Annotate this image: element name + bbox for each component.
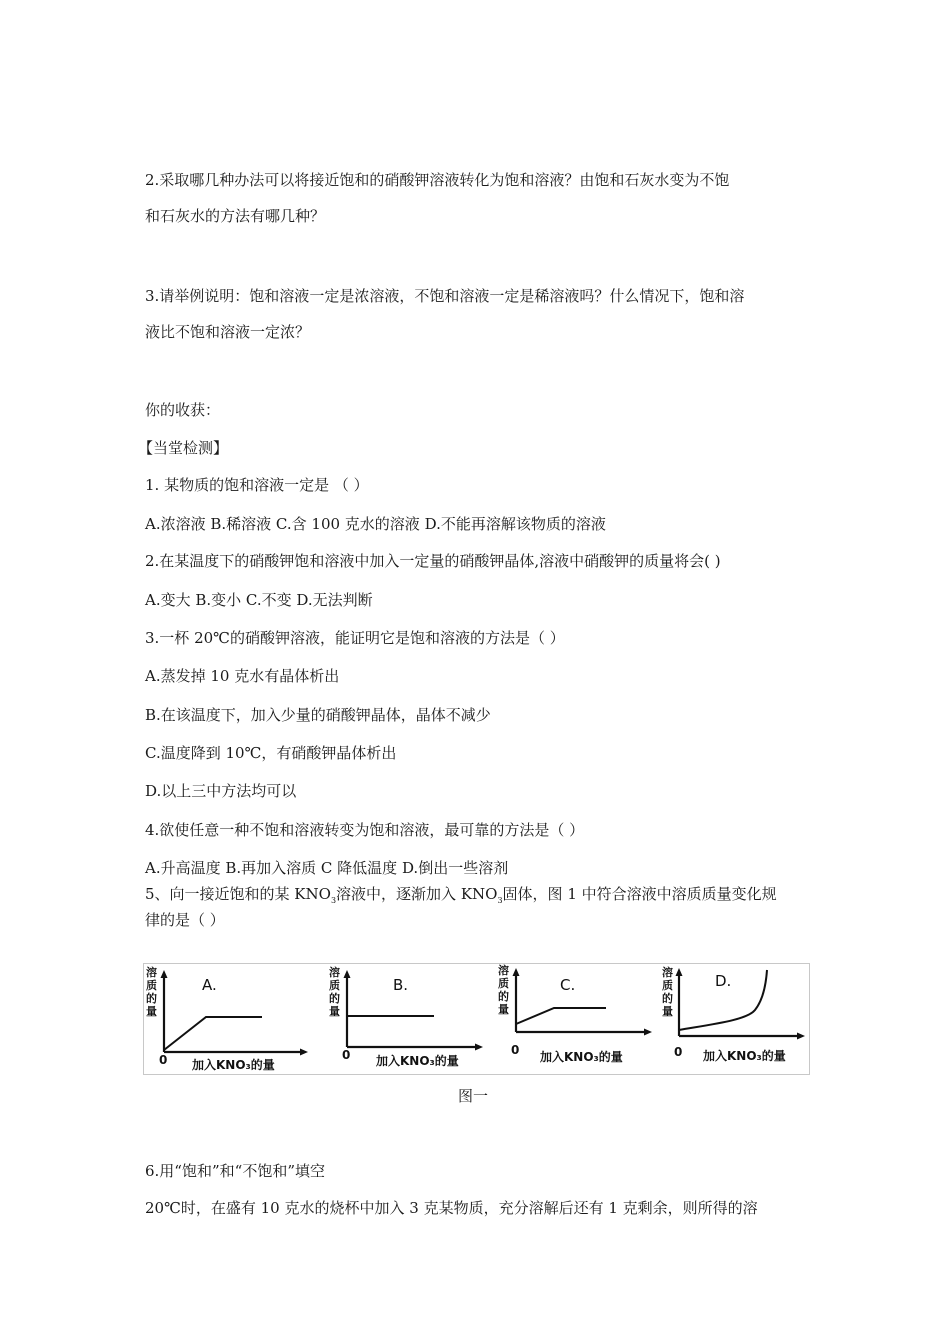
origin-label: 0: [342, 1048, 351, 1062]
question-3-line-2: 液比不饱和溶液一定浓？: [145, 323, 311, 341]
y-axis-arrow: [344, 970, 351, 978]
x-axis-arrow: [644, 1029, 652, 1036]
subscript: 3: [330, 896, 337, 905]
test-6-stem: 6.用“饱和”和“不饱和”填空: [145, 1162, 325, 1180]
x-axis-label: 加入KNO₃的量: [540, 1050, 623, 1064]
panel-label-b: B.: [393, 976, 409, 994]
section-title: 【当堂检测】: [138, 439, 229, 457]
graph-panel-b: [329, 964, 489, 1074]
y-axis-label-char: 质: [498, 977, 509, 990]
test-3-option-c: C.温度降到 10℃，有硝酸钾晶体析出: [145, 744, 397, 762]
y-axis-arrow: [676, 968, 683, 976]
test-5-text-b: 溶液中，逐渐加入 KNO: [336, 885, 498, 903]
figure-caption: 图一: [458, 1087, 489, 1105]
test-6-line: 20℃时，在盛有 10 克水的烧杯中加入 3 克某物质，充分溶解后还有 1 克剩余，则所得的溶: [145, 1199, 758, 1217]
origin-label: 0: [674, 1045, 683, 1059]
y-axis-label-char: 质: [662, 979, 673, 992]
test-5-text-a: 5、向一接近饱和的某 KNO: [145, 885, 331, 903]
panel-label-d: D.: [715, 972, 732, 990]
y-axis-label-char: 溶: [662, 966, 673, 979]
x-axis-label: 加入KNO₃的量: [703, 1049, 786, 1063]
y-axis-label-char: 量: [329, 1005, 340, 1018]
x-axis-label: 加入KNO₃的量: [192, 1058, 275, 1072]
graph-panel-c: [496, 964, 656, 1074]
y-axis-arrow: [161, 970, 168, 978]
test-3-option-a: A.蒸发掉 10 克水有晶体析出: [145, 667, 340, 685]
question-2-line-1: 2.采取哪几种办法可以将接近饱和的硝酸钾溶液转化为饱和溶液？由饱和石灰水变为不饱: [145, 171, 730, 189]
y-axis-label-char: 质: [329, 979, 340, 992]
panel-label-a: A.: [202, 976, 217, 994]
y-axis-label-char: 的: [146, 992, 157, 1005]
test-5-stem: [145, 884, 777, 911]
graph-panel-d: [659, 964, 809, 1074]
test-2-stem: 2.在某温度下的硝酸钾饱和溶液中加入一定量的硝酸钾晶体,溶液中硝酸钾的质量将会( ): [145, 552, 721, 570]
test-5-line-2: 律的是（ ）: [145, 911, 225, 929]
test-3-option-d: D.以上三中方法均可以: [145, 782, 297, 800]
x-axis-arrow: [475, 1044, 483, 1051]
y-axis-label-char: 的: [662, 992, 673, 1005]
harvest-label: 你的收获：: [145, 401, 221, 419]
x-axis-label: 加入KNO₃的量: [376, 1054, 459, 1068]
graph-panel-a: [144, 964, 309, 1074]
question-3-line-1: 3.请举例说明：饱和溶液一定是浓溶液，不饱和溶液一定是稀溶液吗？什么情况下，饱和溶: [145, 287, 745, 305]
y-axis-label-char: 溶: [329, 966, 340, 979]
test-5-text-c: 固体，图 1 中符合溶液中溶质质量变化规: [502, 885, 777, 903]
test-3-stem: 3.一杯 20℃的硝酸钾溶液，能证明它是饱和溶液的方法是（ ）: [145, 629, 565, 647]
y-axis-label-char: 溶: [146, 966, 157, 979]
test-4-stem: 4.欲使任意一种不饱和溶液转变为饱和溶液，最可靠的方法是（ ）: [145, 821, 585, 839]
y-axis-label-char: 质: [146, 979, 157, 992]
figure-graphs: [143, 963, 810, 1075]
test-1-stem: 1. 某物质的饱和溶液一定是 （ ）: [145, 476, 369, 494]
y-axis-arrow: [513, 968, 520, 976]
origin-label: 0: [159, 1053, 168, 1067]
test-3-option-b: B.在该温度下，加入少量的硝酸钾晶体，晶体不减少: [145, 706, 491, 724]
origin-label: 0: [511, 1043, 520, 1057]
y-axis-label-char: 溶: [498, 964, 509, 977]
y-axis-label-char: 的: [498, 990, 509, 1003]
y-axis-label-char: 量: [146, 1005, 157, 1018]
test-2-options: A.变大 B.变小 C.不变 D.无法判断: [145, 591, 373, 609]
test-4-options: A.升高温度 B.再加入溶质 C 降低温度 D.倒出一些溶剂: [145, 859, 509, 877]
y-axis-label-char: 量: [498, 1003, 509, 1016]
test-1-options: A.浓溶液 B.稀溶液 C.含 100 克水的溶液 D.不能再溶解该物质的溶液: [145, 515, 606, 533]
curve-a: [164, 1017, 262, 1050]
question-2-line-2: 和石灰水的方法有哪几种？: [145, 207, 326, 225]
curve-c: [516, 1008, 606, 1024]
x-axis-arrow: [300, 1049, 308, 1056]
panel-label-c: C.: [560, 976, 576, 994]
x-axis-arrow: [797, 1033, 805, 1040]
y-axis-label-char: 的: [329, 992, 340, 1005]
subscript: 3: [497, 896, 503, 905]
y-axis-label-char: 量: [662, 1005, 673, 1018]
